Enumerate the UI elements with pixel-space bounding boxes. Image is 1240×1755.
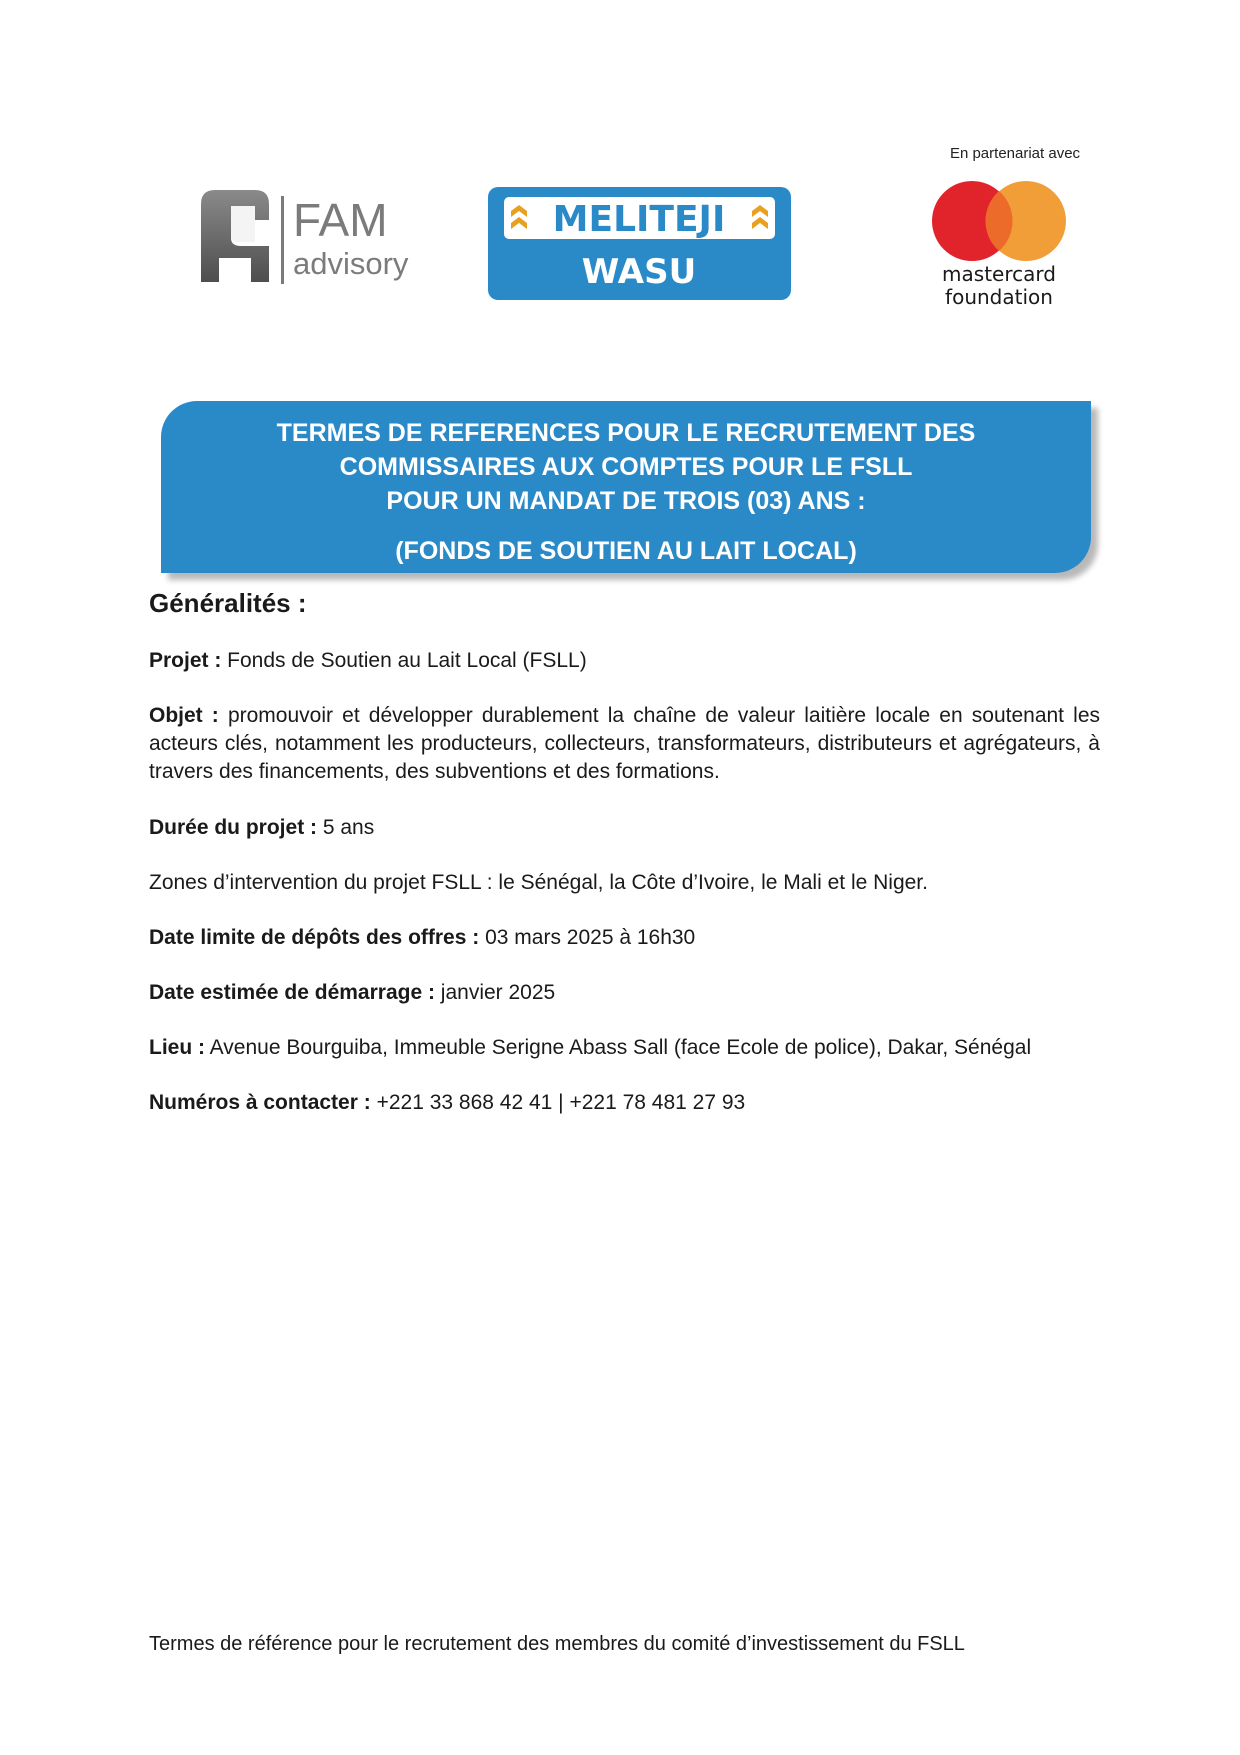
projet-label: Projet : xyxy=(149,649,222,672)
date-demarrage-label: Date estimée de démarrage : xyxy=(149,981,435,1004)
fam-advisory-logo xyxy=(195,180,410,308)
meliteji-wasu-logo xyxy=(488,187,791,300)
contacts-label: Numéros à contacter : xyxy=(149,1091,371,1114)
duree-label: Durée du projet : xyxy=(149,816,318,839)
svg-text:mastercard: mastercard xyxy=(942,262,1056,286)
projet-value: Fonds de Soutien au Lait Local (FSLL) xyxy=(221,649,587,672)
svg-text:FAM: FAM xyxy=(293,194,388,246)
banner-line-2: COMMISSAIRES AUX COMPTES POUR LE FSLL xyxy=(339,453,913,481)
svg-text:WASU: WASU xyxy=(581,252,697,292)
section-title: Généralités : xyxy=(149,588,307,618)
svg-text:MELITEJI: MELITEJI xyxy=(552,199,726,240)
mastercard-foundation-logo xyxy=(925,175,1075,313)
field-projet xyxy=(149,647,1100,675)
field-date-demarrage xyxy=(149,979,1100,1007)
lieu-value: Avenue Bourguiba, Immeuble Serigne Abass Sall (face Ecole de police), Dakar, Sénégal xyxy=(205,1036,1032,1059)
svg-text:foundation: foundation xyxy=(945,285,1053,309)
svg-text:advisory: advisory xyxy=(293,246,409,281)
partner-caption: En partenariat avec xyxy=(949,145,1081,162)
date-limite-value: 03 mars 2025 à 16h30 xyxy=(479,926,696,949)
duree-value: 5 ans xyxy=(317,816,375,839)
objet-label: Objet : xyxy=(149,704,219,727)
date-demarrage-value: janvier 2025 xyxy=(434,981,556,1004)
date-limite-label: Date limite de dépôts des offres : xyxy=(149,926,480,949)
banner-line-4: (FONDS DE SOUTIEN AU LAIT LOCAL) xyxy=(395,537,857,565)
banner-line-3: POUR UN MANDAT DE TROIS (03) ANS : xyxy=(386,487,866,515)
page-footer: Termes de référence pour le recrutement des membres du comité d’investissement du FSLL xyxy=(149,1633,965,1655)
banner-line-1: TERMES DE REFERENCES POUR LE RECRUTEMENT DES xyxy=(276,419,976,447)
contacts-value: +221 33 868 42 41 | +221 78 481 27 93 xyxy=(370,1091,746,1114)
field-contacts xyxy=(149,1089,1100,1117)
field-duree xyxy=(149,814,1100,842)
field-lieu xyxy=(149,1034,1100,1062)
objet-value: promouvoir et développer durablement la chaîne de valeur laitière locale en soutenant les acteurs clés, notamment les producteurs, collecteurs, transformateurs, distributeurs et agrégateurs, à travers des financements, des subventions et des formations. xyxy=(149,704,1101,783)
lieu-label: Lieu : xyxy=(149,1036,205,1059)
field-objet xyxy=(149,702,1100,786)
title-banner xyxy=(161,401,1091,573)
field-zones: Zones d’intervention du projet FSLL : le Sénégal, la Côte d’Ivoire, le Mali et le Niger. xyxy=(149,871,928,894)
field-date-limite xyxy=(149,924,1100,952)
